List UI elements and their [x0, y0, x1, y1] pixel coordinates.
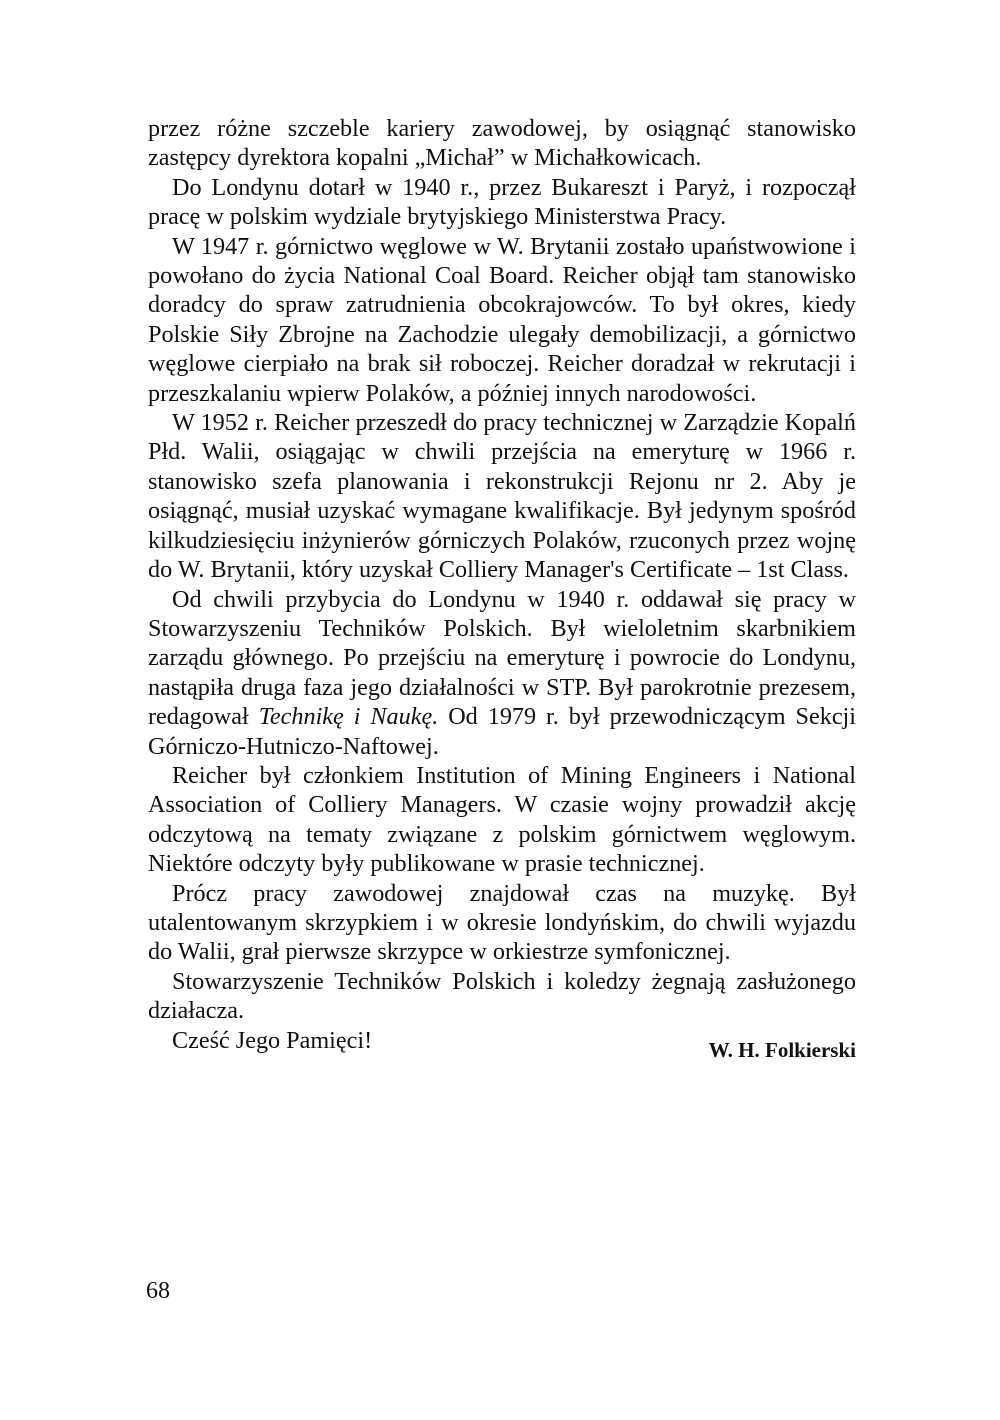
- paragraph-stp-activity: [148, 585, 856, 761]
- stp-text-before: Od chwili przybycia do Londynu w 1940 r. oddawał się pracy w Stowarzyszeniu Techników Polskich. Był wieloletnim skarbnikiem zarządu głównego. Po przejściu na emeryturę i powrocie do Londynu, nastąpiła druga faza jego działalności w STP. Był parokrotnie prezesem, redagował: [148, 585, 856, 731]
- paragraph-south-wales: W 1952 r. Reicher przeszedł do pracy technicznej w Zarządzie Kopalń Płd. Walii, osiągając w chwili przejścia na emeryturę w 1966 r. stanowisko szefa planowania i rekonstrukcji Rejonu nr 2. Aby je osiągnąć, musiał uzyskać wymagane kwalifikacje. Był jedynym spośród kilkudziesięciu inżynierów górniczych Polaków, rzuconych przez wojnę do W. Brytanii, który uzyskał Colliery Manager's Certificate – 1st Class.: [148, 409, 856, 584]
- paragraph-farewell-note: Stowarzyszenie Techników Polskich i koledzy żegnają zasłużonego działacza.: [148, 967, 856, 1025]
- paragraph-memberships: Reicher był członkiem Institution of Mining Engineers i National Association of Colliery Managers. W czasie wojny prowadził akcję odczytową na tematy związane z polskim górnictwem węglowym. Niektóre odczyty były publikowane w prasie technicznej.: [148, 761, 856, 878]
- journal-title: Technikę i Naukę.: [258, 703, 439, 731]
- paragraph-career: przez różne szczeble kariery zawodowej, by osiągnąć stanowisko zastępcy dyrektora kopalni „Michał” w Michałkowicach.: [148, 115, 856, 172]
- paragraph-coal-board: W 1947 r. górnictwo węglowe w W. Brytanii zostało upaństwowione i powołano do życia National Coal Board. Reicher objął tam stanowisko doradcy do spraw zatrudnienia obcokrajowców. To był okres, kiedy Polskie Siły Zbrojne na Zachodzie ulegały demobilizacji, a górnictwo węglowe cierpiało na brak sił roboczej. Reicher doradzał w rekrutacji i przeszkalaniu wpierw Polaków, a później innych narodowości.: [148, 232, 856, 407]
- closing-row: [148, 1026, 856, 1060]
- page-number: 68: [146, 1278, 170, 1304]
- author-signature: W. H. Folkierski: [708, 1037, 856, 1062]
- paragraph-music: Prócz pracy zawodowej znajdował czas na muzykę. Był utalentowanym skrzypkiem i w okresie londyńskim, do chwili wyjazdu do Walii, grał pierwsze skrzypce w orkiestrze symfonicznej.: [148, 879, 856, 966]
- paragraph-london-arrival: Do Londynu dotarł w 1940 r., przez Bukareszt i Paryż, i rozpoczął pracę w polskim wydziale brytyjskiego Ministerstwa Pracy.: [148, 173, 856, 231]
- farewell-line: Cześć Jego Pamięci!: [172, 1026, 373, 1054]
- stp-text-after: Od 1979 r. był przewodniczącym Sekcji Górniczo-Hutniczo-Naftowej.: [148, 703, 856, 760]
- page-body: [148, 114, 856, 1060]
